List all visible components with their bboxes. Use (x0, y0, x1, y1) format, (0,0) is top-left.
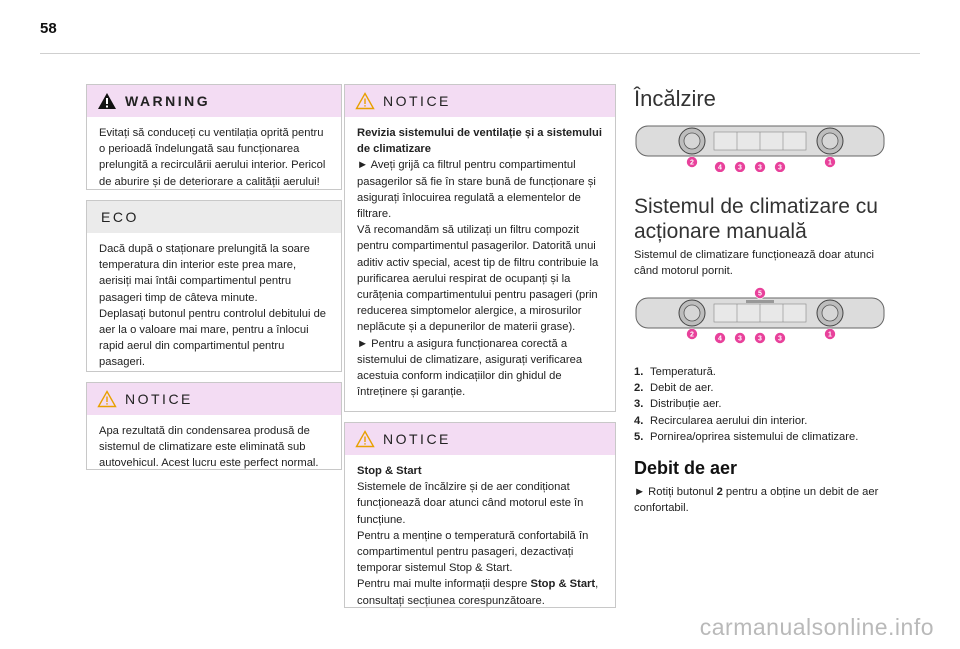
eco-text-1: Dacă după o staționare prelungită la soare temperatura din interior este prea mare, aerisiți mai întâi compartimentul pentru pasageri timp de câteva minute. (99, 243, 310, 304)
notice-title-maintenance: NOTICE (383, 93, 451, 109)
notice-header-stopstart (345, 423, 615, 455)
panel1-label: 3 (778, 164, 782, 172)
panel2-label: 3 (778, 335, 782, 343)
maintenance-p3: ► Pentru a asigura funcționarea corectă a sistemului de climatizare, asigurați verificarea acestuia conform indicațiilor din ghidul de întreținere și garanție. (357, 337, 583, 399)
list-item-text: Recircularea aerului din interior. (650, 414, 808, 427)
panel1-label: 3 (738, 164, 742, 172)
panel1-label: 4 (718, 164, 722, 172)
list-item-number: 4. (634, 414, 644, 427)
ac-title (634, 194, 878, 244)
list-item-text: Pornirea/oprirea sistemului de climatizare. (650, 430, 859, 443)
list-item (634, 364, 858, 380)
panel2-label: 3 (738, 335, 742, 343)
list-item-number: 2. (634, 382, 644, 395)
eco-header (87, 201, 341, 233)
eco-title: ECO (101, 209, 139, 225)
ac-intro: Sistemul de climatizare funcționează doar atunci când motorul pornit. (634, 249, 875, 278)
panel2-label: 5 (758, 290, 762, 298)
stopstart-p1: Sistemele de încălzire și de aer condiționat funcționează doar atunci când motorul este în funcțiune. (357, 481, 584, 526)
panel2-label: 3 (758, 335, 762, 343)
notice-title-stopstart: NOTICE (383, 431, 451, 447)
warning-box (86, 84, 342, 190)
stopstart-p2: Pentru a menține o temperatură confortabilă în compartimentul pentru pasageri, dezactivați temporar sistemul Stop & Start. (357, 529, 589, 575)
warning-text: Evitați să conduceți cu ventilația oprită pentru o perioadă îndelungată sau funcționarea prelungită a recirculării aerului interior. Pericol de aburire și de deteriorare a calității aerului! (99, 127, 326, 188)
panel1-label: 1 (828, 159, 832, 167)
list-item (634, 413, 858, 429)
eco-box (86, 200, 342, 372)
page-number: 58 (40, 20, 57, 37)
maintenance-heading: Revizia sistemului de ventilație și a sistemului de climatizare (357, 127, 602, 156)
list-item-text: Distribuție aer. (650, 398, 722, 411)
warning-header (87, 85, 341, 117)
airflow-title: Debit de aer (634, 458, 738, 478)
stopstart-p3-a: Pentru mai multe informații despre (357, 578, 531, 591)
notice-box-maintenance (344, 84, 616, 412)
panel2-label: 1 (828, 331, 832, 339)
ac-title-line-1: Sistemul de climatizare cu (634, 195, 878, 218)
panel2-label: 4 (718, 335, 722, 343)
airflow-text-a: ► Rotiți butonul (634, 486, 717, 498)
notice-header-left (87, 383, 341, 415)
eco-text-2: Deplasați butonul pentru controlul debitului de aer la o valoare mai mare, pentru a înlocui rapid aerul din compartimentul pentru pasageri. (99, 307, 327, 369)
warning-icon (97, 92, 117, 110)
list-item-number: 3. (634, 398, 644, 411)
list-item (634, 380, 858, 396)
list-item (634, 396, 858, 412)
maintenance-p2: Vă recomandăm să utilizați un filtru compozit pentru compartimentul pasagerilor. Datorită unui aditiv activ special, acest tip de filtru contribuie la purificarea aerului respirat de ocupanți și la curățenia compartimentului pentru pasageri (prin reducerea simptomelor alergice, a mirosurilor neplăcute și a depunerilor de materii grase). (357, 224, 599, 334)
ac-control-panel (634, 286, 886, 344)
notice-header-maintenance (345, 85, 615, 117)
watermark: carmanualsonline.info (699, 614, 934, 640)
controls-legend-list (634, 364, 858, 445)
heating-control-panel (634, 124, 886, 172)
ac-title-line-2: acționare manuală (634, 220, 807, 243)
airflow-text-c: pentru a obține un debit de aer confortabil. (634, 486, 879, 515)
list-item-text: Temperatură. (650, 366, 716, 378)
list-item (634, 429, 858, 445)
stopstart-p3 (357, 576, 603, 608)
heating-title: Încălzire (634, 86, 716, 111)
top-divider (40, 53, 920, 54)
panel1-label: 2 (690, 159, 694, 167)
panel2-label: 2 (690, 331, 694, 339)
notice-text-left: Apa rezultată din condensarea produsă de sistemul de climatizare este eliminată sub autovehicul. Acest lucru este perfect normal. (99, 425, 319, 470)
warning-title: WARNING (125, 93, 211, 109)
airflow-text-bold: 2 (716, 486, 723, 498)
notice-icon (97, 390, 117, 408)
airflow-text (634, 484, 888, 516)
notice-icon (355, 430, 375, 448)
notice-icon (355, 92, 375, 110)
list-item-number: 5. (634, 430, 644, 443)
list-item-text: Debit de aer. (650, 382, 714, 395)
list-item-number: 1. (634, 366, 644, 378)
panel1-label: 3 (758, 164, 762, 172)
stopstart-p3-c: , consultați secțiunea corespunzătoare. (357, 578, 599, 607)
notice-title-left: NOTICE (125, 391, 193, 407)
notice-box-left (86, 382, 342, 470)
maintenance-p1: ► Aveți grijă ca filtrul pentru compartimentul pasagerilor să fie în stare bună de funcționare și asigurați înlocuirea regulată a elementelor de filtrare. (357, 159, 596, 221)
notice-box-stopstart (344, 422, 616, 608)
stopstart-heading: Stop & Start (357, 465, 422, 477)
stopstart-p3-bold: Stop & Start (530, 578, 596, 591)
